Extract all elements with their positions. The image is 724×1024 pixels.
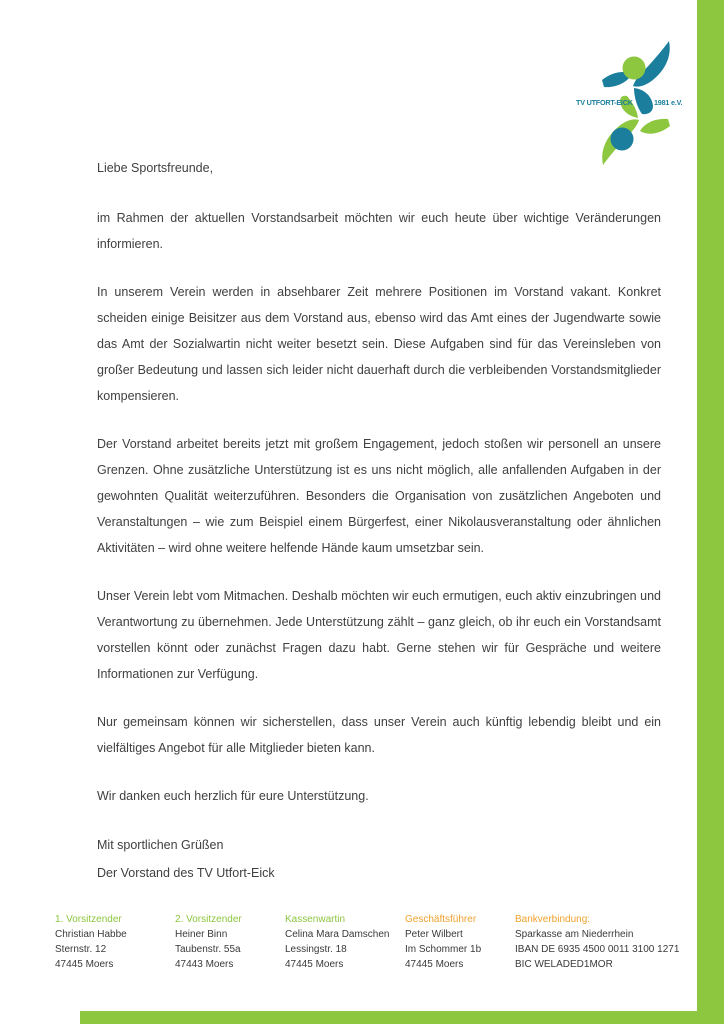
- footer-line: Heiner Binn: [175, 929, 228, 940]
- footer-heading-managing-director: Geschäftsführer: [405, 914, 477, 925]
- footer-heading-first-chairman: 1. Vorsitzender: [55, 914, 122, 925]
- footer-col-treasurer: [285, 912, 405, 972]
- footer-line: 47445 Moers: [405, 959, 464, 970]
- closing-greeting: Mit sportlichen Grüßen: [97, 838, 224, 852]
- footer-line-bic: BIC WELADED1MOR: [515, 959, 613, 970]
- logo-teal-circle: [611, 128, 634, 151]
- letter-body: [97, 155, 661, 887]
- footer-col-managing-director: [405, 912, 515, 972]
- footer-line: 47443 Moers: [175, 959, 234, 970]
- salutation: Liebe Sportsfreunde,: [97, 161, 214, 175]
- logo-green-circle: [623, 57, 646, 80]
- paragraph-thanks: Wir danken euch herzlich für eure Unterstützung.: [97, 789, 369, 803]
- footer-line: 47445 Moers: [285, 959, 344, 970]
- footer-contacts: [55, 912, 695, 972]
- paragraph-4: Unser Verein lebt vom Mitmachen. Deshalb möchten wir euch ermutigen, euch aktiv einzubringen und Verantwortung zu übernehmen. Jede Unterstützung zählt – ganz gleich, ob ihr euch ein Vorstandsamt vorstellen könnt oder zunächst Fragen dazu habt. Gerne stehen wir für Gespräche und weitere Informationen zur Verfügung.: [97, 589, 661, 681]
- paragraph-1: im Rahmen der aktuellen Vorstandsarbeit möchten wir euch heute über wichtige Veränderungen informieren.: [97, 211, 661, 251]
- paragraph-2: In unserem Verein werden in absehbarer Zeit mehrere Positionen im Vorstand vakant. Konkret scheiden einige Beisitzer aus dem Vorstand aus, ebenso wird das Amt eines der Jugendwarte sowie das Amt der Sozialwartin nicht weiter besetzt sein. Diese Aufgaben sind für das Vereinsleben von großer Bedeutung und lassen sich leider nicht dauerhaft durch die verbleibenden Vorstandsmitglieder kompensieren.: [97, 285, 661, 403]
- footer-line: Lessingstr. 18: [285, 944, 347, 955]
- closing-block: [97, 831, 661, 887]
- paragraph-5: Nur gemeinsam können wir sicherstellen, dass unser Verein auch künftig lebendig bleibt und ein vielfältiges Angebot für alle Mitglieder bieten kann.: [97, 715, 661, 755]
- footer-line: Sternstr. 12: [55, 944, 107, 955]
- footer-heading-treasurer: Kassenwartin: [285, 914, 346, 925]
- footer-line: 47445 Moers: [55, 959, 114, 970]
- footer-col-bank-details: [515, 912, 695, 972]
- footer-line: Christian Habbe: [55, 929, 127, 940]
- signature: Der Vorstand des TV Utfort-Eick: [97, 866, 275, 880]
- logo-club-name: TV UTFORT-EICK: [576, 98, 633, 107]
- logo-year: 1981 e.V.: [654, 98, 683, 107]
- footer-line-iban: IBAN DE 6935 4500 0011 3100 1271: [515, 944, 680, 955]
- footer-heading-second-chairman: 2. Vorsitzender: [175, 914, 242, 925]
- club-logo-figures-icon: [576, 38, 696, 170]
- footer-line: Sparkasse am Niederrhein: [515, 929, 634, 940]
- paragraph-3: Der Vorstand arbeitet bereits jetzt mit großem Engagement, jedoch stoßen wir personell an unsere Grenzen. Ohne zusätzliche Unterstützung ist es uns nicht möglich, alle anfallenden Aufgaben in der gewohnten Qualität weiterzuführen. Besonders die Organisation von zusätzlichen Angeboten und Veranstaltungen – wie zum Beispiel einem Bürgerfest, einer Nikolausveranstaltung oder ähnlichen Aktivitäten – wird ohne weitere helfende Hände kaum umsetzbar sein.: [97, 437, 661, 555]
- right-accent-bar: [697, 0, 724, 1024]
- footer-line: Taubenstr. 55a: [175, 944, 241, 955]
- footer-line: Peter Wilbert: [405, 929, 463, 940]
- footer-heading-bank-details: Bankverbindung:: [515, 914, 591, 925]
- club-logo: [576, 38, 696, 170]
- bottom-accent-bar: [80, 1011, 724, 1024]
- footer-line: Celina Mara Damschen: [285, 929, 390, 940]
- footer-line: Im Schommer 1b: [405, 944, 482, 955]
- footer-col-first-chairman: [55, 912, 175, 972]
- footer-col-second-chairman: [175, 912, 285, 972]
